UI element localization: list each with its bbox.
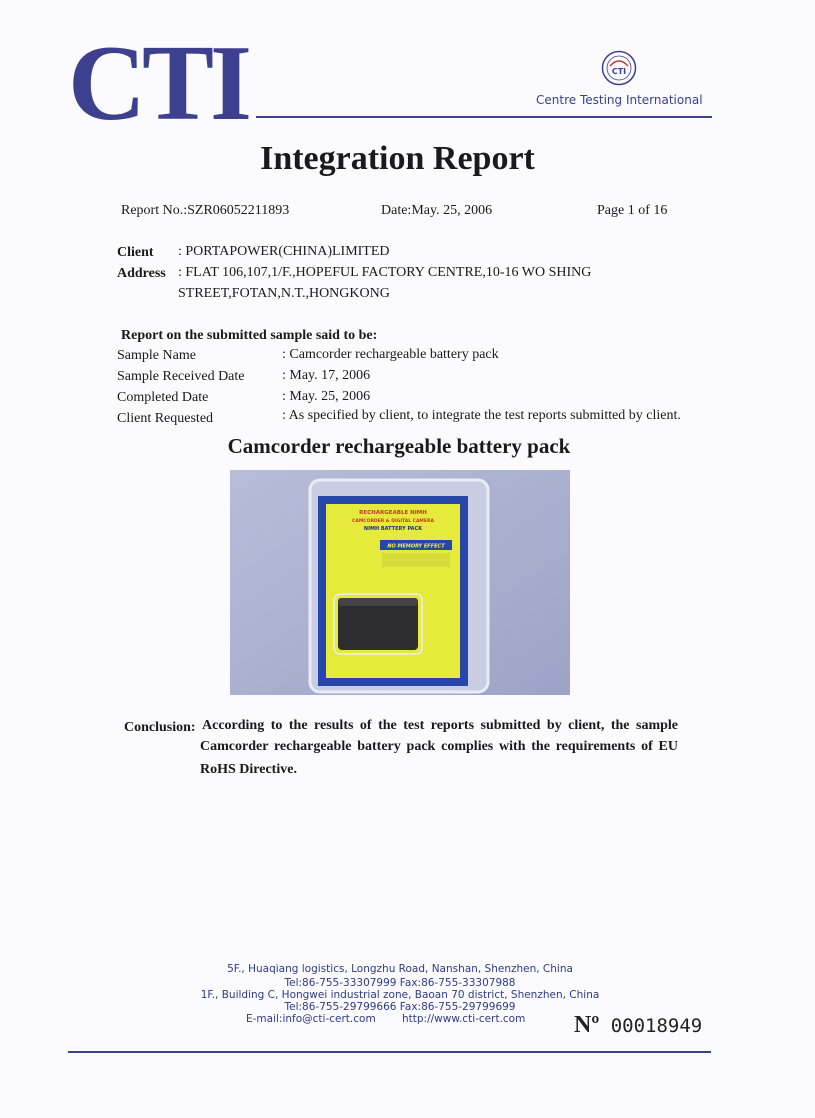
sample-row-label: Client Requested xyxy=(117,411,214,426)
badge-fineprint xyxy=(382,553,450,567)
org-name: Centre Testing International xyxy=(536,93,703,107)
serial-prefix: Nº xyxy=(574,1012,600,1038)
page-title: Integration Report xyxy=(260,140,535,177)
address-line-1: : FLAT 106,107,1/F.,HOPEFUL FACTORY CENTRE,10-16 WO SHING xyxy=(178,265,592,280)
conclusion-line-1: According to the results of the test reports submitted by client, the sample xyxy=(202,718,678,733)
cti-seal-icon xyxy=(601,50,637,86)
sample-row-label: Sample Received Date xyxy=(117,369,245,384)
seal-text: CTI xyxy=(611,67,627,76)
pack-line-2: CAMCORDER & DIGITAL CAMERA xyxy=(352,519,434,524)
footer-tel-2: Tel:86-755-29799666 Fax:86-755-29799699 xyxy=(284,1001,516,1013)
sample-row-value: : As specified by client, to integrate the test reports submitted by client. xyxy=(282,408,681,423)
footer-email[interactable]: E-mail:info@cti-cert.com xyxy=(246,1013,376,1025)
conclusion-line-2: Camcorder rechargeable battery pack complies with the requirements of EU xyxy=(200,739,678,754)
sample-row-label: Completed Date xyxy=(117,390,209,405)
footer-tel-1: Tel:86-755-33307999 Fax:86-755-33307988 xyxy=(284,977,516,989)
client-value: : PORTAPOWER(CHINA)LIMITED xyxy=(178,244,390,259)
cti-logo: CTI xyxy=(68,24,249,143)
product-heading: Camcorder rechargeable battery pack xyxy=(227,434,571,458)
client-label: Client xyxy=(117,245,154,260)
pack-line-3: NIMH BATTERY PACK xyxy=(363,526,423,532)
conclusion-line-3: RoHS Directive. xyxy=(200,762,297,777)
header-rule xyxy=(256,116,712,118)
address-line-2: STREET,FOTAN,N.T.,HONGKONG xyxy=(178,286,390,301)
report-number: Report No.:SZR06052211893 xyxy=(121,203,290,218)
footer-website[interactable]: http://www.cti-cert.com xyxy=(402,1013,526,1025)
footer-rule xyxy=(68,1051,711,1053)
sample-row-value: : May. 25, 2006 xyxy=(282,389,371,404)
page-number: Page 1 of 16 xyxy=(597,203,668,218)
pack-line-1: RECHARGEABLE NIMH xyxy=(359,510,427,516)
pack-badge: NO MEMORY EFFECT xyxy=(387,543,445,550)
address-label: Address xyxy=(117,266,166,281)
serial-number xyxy=(574,1012,702,1039)
report-date: Date:May. 25, 2006 xyxy=(381,203,493,218)
sample-heading: Report on the submitted sample said to be: xyxy=(121,328,378,343)
conclusion-label: Conclusion: xyxy=(124,720,196,735)
footer-address-2: 1F., Building C, Hongwei industrial zone, Baoan 70 district, Shenzhen, China xyxy=(200,989,600,1001)
sample-row-label: Sample Name xyxy=(117,348,196,363)
serial-value: 00018949 xyxy=(610,1015,703,1037)
sample-row-value: : May. 17, 2006 xyxy=(282,368,371,383)
product-photo xyxy=(230,470,570,695)
footer-address-1: 5F., Huaqiang logistics, Longzhu Road, Nanshan, Shenzhen, China xyxy=(227,963,573,975)
sample-row-value: : Camcorder rechargeable battery pack xyxy=(282,347,499,362)
battery-top xyxy=(338,598,418,606)
